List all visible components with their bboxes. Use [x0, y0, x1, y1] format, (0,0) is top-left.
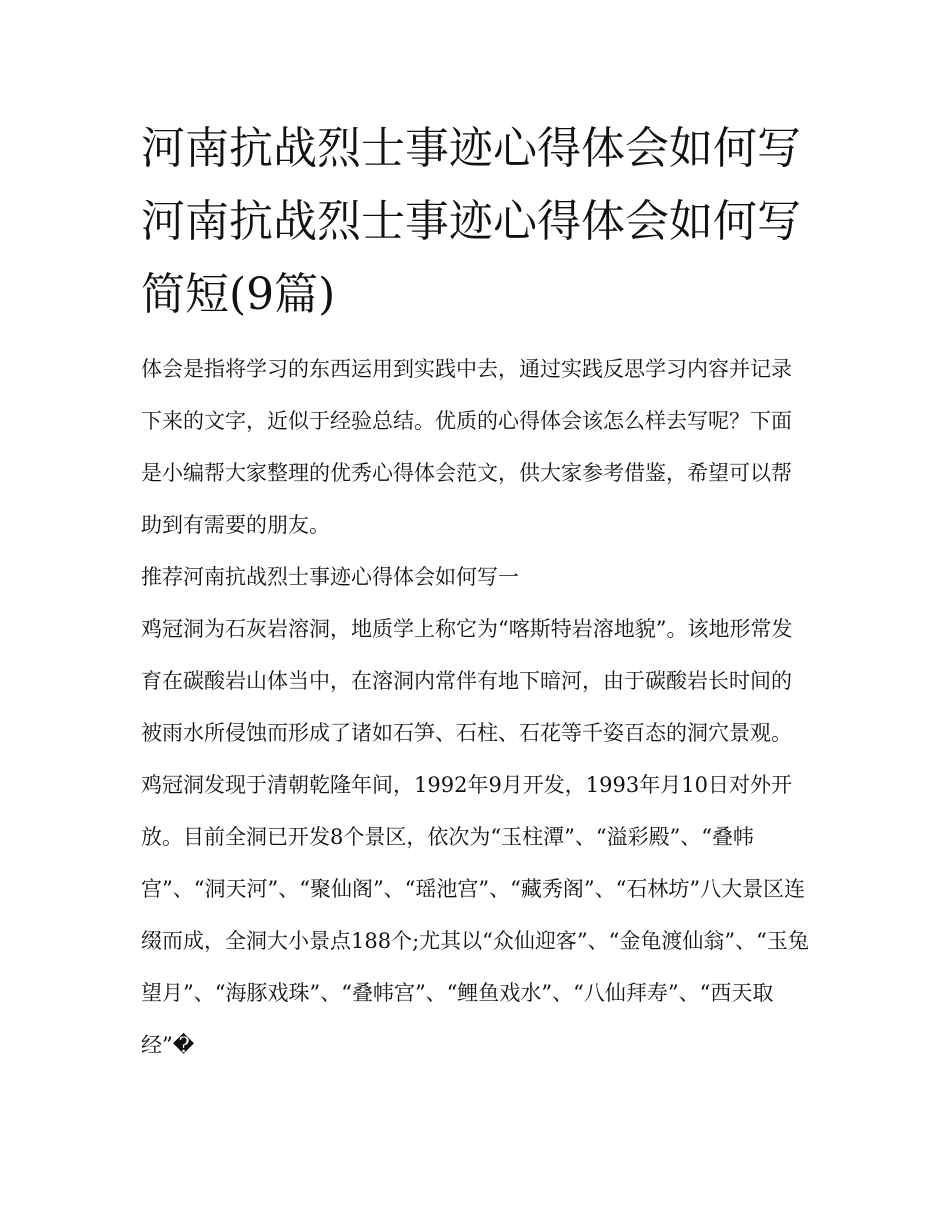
document-title: 河南抗战烈士事迹心得体会如何写 河南抗战烈士事迹心得体会如何写简短(9篇): [141, 123, 801, 320]
document-page: [141, 112, 811, 1071]
document-body: [141, 343, 811, 1071]
body-paragraph: 鸡冠洞为石灰岩溶洞，地质学上称它为“喀斯特岩溶地貌”。该地形常发育在碳酸岩山体当中，在溶洞内常伴有地下暗河，由于碳酸岩长时间的被雨水所侵蚀而形成了诸如石笋、石柱、石花等千姿百态的洞穴景观。: [141, 617, 793, 745]
intro-paragraph: 体会是指将学习的东西运用到实践中去，通过实践反思学习内容并记录下来的文字，近似于经验总结。优质的心得体会该怎么样去写呢？下面是小编帮大家整理的优秀心得体会范文，供大家参考借鉴，希望可以帮助到有需要的朋友。: [141, 357, 792, 537]
section-heading: 推荐河南抗战烈士事迹心得体会如何写一: [141, 565, 519, 589]
body-paragraph: 鸡冠洞发现于清朝乾隆年间，1992年9月开发，1993年月10日对外开放。目前全洞已开发8个景区，依次为“玉柱潭”、“溢彩殿”、“叠帏宫”、“洞天河”、“聚仙阁”、“瑶池宫”、“藏秀阁”、“石林坊”八大景区连缀而成，全洞大小景点188个;尤其以“众仙迎客”、“金龟渡仙翁”、“玉兔望月”、“海豚戏珠”、“叠帏宫”、“鲤鱼戏水”、“八仙拜寿”、“西天取经”�: [141, 773, 809, 1057]
